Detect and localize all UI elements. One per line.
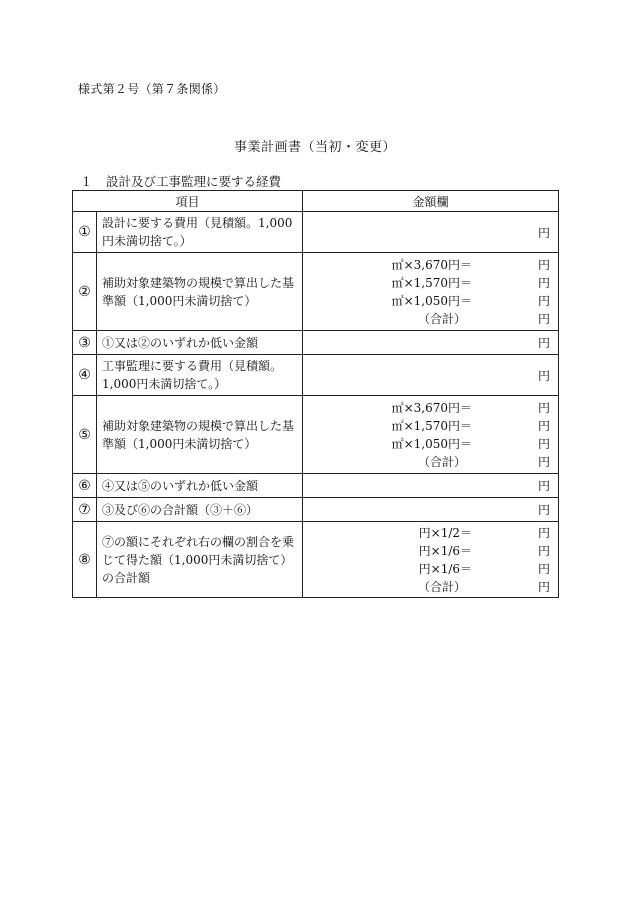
row-amount bbox=[303, 253, 559, 331]
row-item: ④又は⑤のいずれか低い金額 bbox=[97, 474, 303, 498]
row-item: ⑦の額にそれぞれ右の欄の割合を乗じて得た額（1,000円未満切捨て）の合計額 bbox=[97, 522, 303, 598]
unit-sqm: ㎡ bbox=[391, 400, 404, 415]
row-item: ①又は②のいずれか低い金額 bbox=[97, 331, 303, 355]
form-number: 様式第２号（第７条関係） bbox=[78, 82, 226, 96]
row-item: 工事監理に要する費用（見積額。1,000円未満切捨て。） bbox=[97, 355, 303, 396]
calc-line: 円×1/2＝ 円 bbox=[418, 525, 551, 540]
calc-line: ㎡×1,570円＝ 円 bbox=[391, 418, 551, 433]
calc-line: 円×1/6＝ 円 bbox=[418, 543, 551, 558]
table-row bbox=[73, 396, 559, 474]
table-row bbox=[73, 253, 559, 331]
calc-line: 円×1/6＝ 円 bbox=[418, 561, 551, 576]
table-row bbox=[73, 212, 559, 253]
section-number: １ bbox=[80, 174, 93, 189]
table-row bbox=[73, 331, 559, 355]
calc-line: ㎡×1,570円＝ 円 bbox=[391, 275, 551, 290]
row-amount bbox=[303, 396, 559, 474]
table-row bbox=[73, 498, 559, 522]
calc-line: ㎡×3,670円＝ 円 bbox=[391, 257, 551, 272]
section-title: 設計及び工事監理に要する経費 bbox=[106, 174, 282, 189]
table-row bbox=[73, 522, 559, 598]
calc-total: （合計） 円 bbox=[418, 454, 551, 469]
row-number: ② bbox=[73, 253, 97, 331]
row-item: 設計に要する費用（見積額。1,000円未満切捨て。） bbox=[97, 212, 303, 253]
unit-sqm: ㎡ bbox=[391, 257, 404, 272]
calc-line: ㎡×1,050円＝ 円 bbox=[391, 293, 551, 308]
row-amount bbox=[303, 522, 559, 598]
calc-total: （合計） 円 bbox=[418, 311, 551, 326]
unit-sqm: ㎡ bbox=[391, 418, 404, 433]
calc-line: ㎡×3,670円＝ 円 bbox=[391, 400, 551, 415]
row-number: ⑥ bbox=[73, 474, 97, 498]
calc-line: ㎡×1,050円＝ 円 bbox=[391, 436, 551, 451]
row-amount: 円 bbox=[303, 498, 559, 522]
calc-total: （合計） 円 bbox=[418, 579, 551, 594]
row-item: ③及び⑥の合計額（③＋⑥） bbox=[97, 498, 303, 522]
unit-sqm: ㎡ bbox=[391, 436, 404, 451]
row-number: ⑦ bbox=[73, 498, 97, 522]
table-row bbox=[73, 474, 559, 498]
row-item: 補助対象建築物の規模で算出した基準額（1,000円未満切捨て） bbox=[97, 253, 303, 331]
row-number: ③ bbox=[73, 331, 97, 355]
row-amount: 円 bbox=[303, 474, 559, 498]
unit-sqm: ㎡ bbox=[391, 275, 404, 290]
row-item: 補助対象建築物の規模で算出した基準額（1,000円未満切捨て） bbox=[97, 396, 303, 474]
row-number: ④ bbox=[73, 355, 97, 396]
document-title: 事業計画書（当初・変更） bbox=[233, 140, 396, 155]
cost-table bbox=[72, 190, 559, 598]
header-item: 項目 bbox=[73, 191, 303, 212]
unit-sqm: ㎡ bbox=[391, 293, 404, 308]
table-header-row bbox=[73, 191, 559, 212]
header-amount: 金額欄 bbox=[303, 191, 559, 212]
section-heading bbox=[80, 172, 281, 190]
row-amount: 円 bbox=[303, 355, 559, 396]
table-row bbox=[73, 355, 559, 396]
row-number: ① bbox=[73, 212, 97, 253]
row-amount bbox=[303, 212, 559, 253]
yen-unit: 円 bbox=[538, 225, 551, 240]
row-amount: 円 bbox=[303, 331, 559, 355]
row-number: ⑤ bbox=[73, 396, 97, 474]
row-number: ⑧ bbox=[73, 522, 97, 598]
